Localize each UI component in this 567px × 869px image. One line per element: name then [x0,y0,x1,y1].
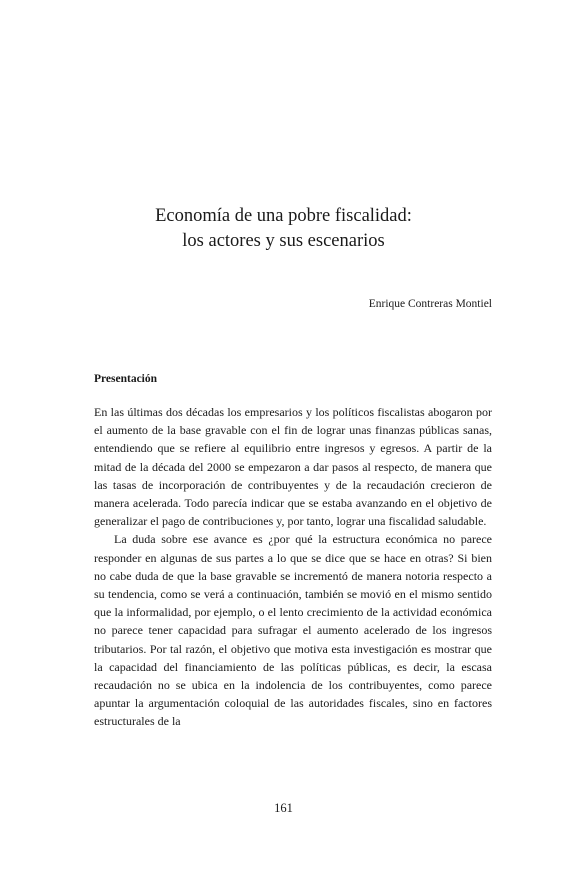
section-heading: Presentación [94,373,158,385]
chapter-title-line-1: Economía de una pobre fiscalidad: [155,206,412,226]
page-number: 161 [274,801,293,815]
body-text [94,403,492,731]
chapter-title [60,204,507,254]
chapter-title-line-2: los actores y sus escenarios [182,231,385,251]
paragraph-1: En las últimas dos décadas los empresarios y los políticos fiscalistas abogaron por el aumento de la base gravable con el fin de lograr unas finanzas públicas sanas, entendiendo que se refiere al equilibrio entre ingresos y egresos. A partir de la mitad de la década del 2000 se empezaron a dar pasos al respecto, de manera que las tasas de incorporación de contribuyentes y de la recaudación crecieron de manera acelerada. Todo parecía indicar que se estaba avanzando en el objetivo de generalizar el pago de contribuciones y, por tanto, lograr una fiscalidad saludable. [94,405,492,529]
author-name: Enrique Contreras Montiel [368,298,492,310]
paragraph-2: La duda sobre ese avance es ¿por qué la estructura económica no parece responder en algunas de sus partes a lo que se dice que se hace en otras? Si bien no cabe duda de que la base gravable se incrementó de manera notoria respecto a su tendencia, como se verá a continuación, también se movió en el mismo sentido que la informalidad, por ejemplo, o el lento crecimiento de la actividad económica no parece tener capacidad para sufragar el aumento acelerado de los ingresos tributarios. Por tal razón, el objetivo que motiva esta investigación es mostrar que la capacidad del financiamiento de las políticas públicas, es decir, la escasa recaudación no se ubica en la indolencia de los contribuyentes, como parece apuntar la argumentación coloquial de las autoridades fiscales, sino en factores estructurales de la [94,532,492,729]
